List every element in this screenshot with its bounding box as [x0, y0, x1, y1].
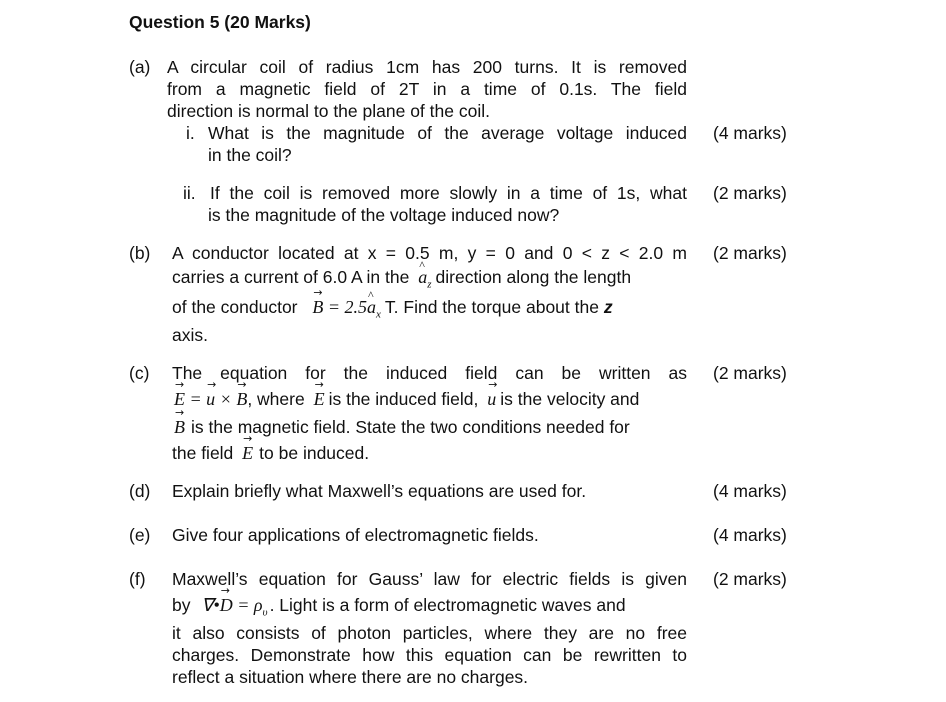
part-b-line-3: [172, 297, 613, 321]
part-d-text: Explain briefly what Maxwell’s equations are used for.: [172, 481, 587, 501]
part-c-line-2: [174, 389, 639, 410]
part-d-marks: (4 marks): [713, 481, 787, 501]
part-b-line-4: axis.: [172, 325, 208, 345]
part-f-line-4: charges. Demonstrate how this equation can be rewritten to: [172, 645, 687, 665]
part-f-line-5: reflect a situation where there are no charges.: [172, 667, 529, 687]
symbol-b: → B: [174, 417, 185, 438]
part-b-marks: (2 marks): [713, 243, 787, 263]
part-b-label: (b): [129, 243, 151, 263]
part-a-i-marks: (4 marks): [713, 123, 787, 143]
part-e-text: Give four applications of electromagnetic fields.: [172, 525, 539, 545]
induced-field-equation: → E = → u × → B: [174, 389, 247, 409]
part-f-line-2-a: by: [172, 595, 191, 615]
part-b-line-1: A conductor located at x = 0.5 m, y = 0 and 0 < z < 2.0 m: [172, 243, 687, 263]
part-c-line-1: The equation for the induced field can be written as: [172, 363, 687, 383]
symbol-e: → E: [314, 389, 325, 410]
part-f-line-1: Maxwell’s equation for Gauss’ law for electric fields is given: [172, 569, 687, 589]
part-c-line-2-c: is the velocity and: [500, 389, 640, 409]
part-f-marks: (2 marks): [713, 569, 787, 589]
part-e-marks: (4 marks): [713, 525, 787, 545]
part-a-i-line-1: What is the magnitude of the average voltage induced: [208, 123, 687, 143]
part-b-line-2-end: direction along the length: [435, 267, 632, 287]
part-c-line-3-text: is the magnetic field. State the two conditions needed for: [191, 417, 630, 437]
gauss-law-equation: ∇•→ $D = \rho_\upsilon$: [201, 595, 267, 615]
part-c-line-2-b: is the induced field,: [328, 389, 479, 409]
part-a-ii-marks: (2 marks): [713, 183, 787, 203]
question-title: Question 5 (20 Marks): [129, 12, 311, 32]
part-f-line-2: [172, 595, 626, 619]
part-a-label: (a): [129, 57, 151, 77]
part-c-line-4: [172, 443, 369, 464]
symbol-e-field: → E: [242, 443, 253, 464]
part-c-label: (c): [129, 363, 150, 383]
part-a-i-line-2: in the coil?: [208, 145, 292, 165]
part-c-line-4-b: to be induced.: [259, 443, 370, 463]
part-c-line-4-a: the field: [172, 443, 234, 463]
part-b-z-axis: z: [603, 297, 613, 317]
part-a-ii-number: ii.: [183, 183, 196, 203]
part-b-line-2-start: carries a current of 6.0 A in the: [172, 267, 410, 287]
part-a-ii-line-1: If the coil is removed more slowly in a time of 1s, what: [210, 183, 687, 203]
part-f-line-3: it also consists of photon particles, where they are no free: [172, 623, 687, 643]
part-a-line-2: from a magnetic field of 2T in a time of 0.1s. The field: [167, 79, 687, 99]
part-d-label: (d): [129, 481, 151, 501]
part-f-label: (f): [129, 569, 146, 589]
part-c-marks: (2 marks): [713, 363, 787, 383]
part-b-line-3-mid: T. Find the torque about the: [384, 297, 599, 317]
part-b-line-2: [172, 267, 631, 291]
part-a-line-1: A circular coil of radius 1cm has 200 turns. It is removed: [167, 57, 687, 77]
part-e-label: (e): [129, 525, 151, 545]
part-b-line-3-start: of the conductor: [172, 297, 298, 317]
part-a-i-number: i.: [186, 123, 195, 143]
magnetic-field-equation: → B = 2.5^ $a_x$: [312, 297, 381, 317]
unit-vector-az: ^ $a_z$: [418, 267, 431, 291]
part-a-line-3: direction is normal to the plane of the coil.: [167, 101, 490, 121]
part-f-line-2-b: . Light is a form of electromagnetic waves and: [269, 595, 626, 615]
symbol-u: → u: [487, 389, 496, 410]
part-c-line-2-a: , where: [247, 389, 305, 409]
part-a-ii-line-2: is the magnitude of the voltage induced now?: [208, 205, 560, 225]
